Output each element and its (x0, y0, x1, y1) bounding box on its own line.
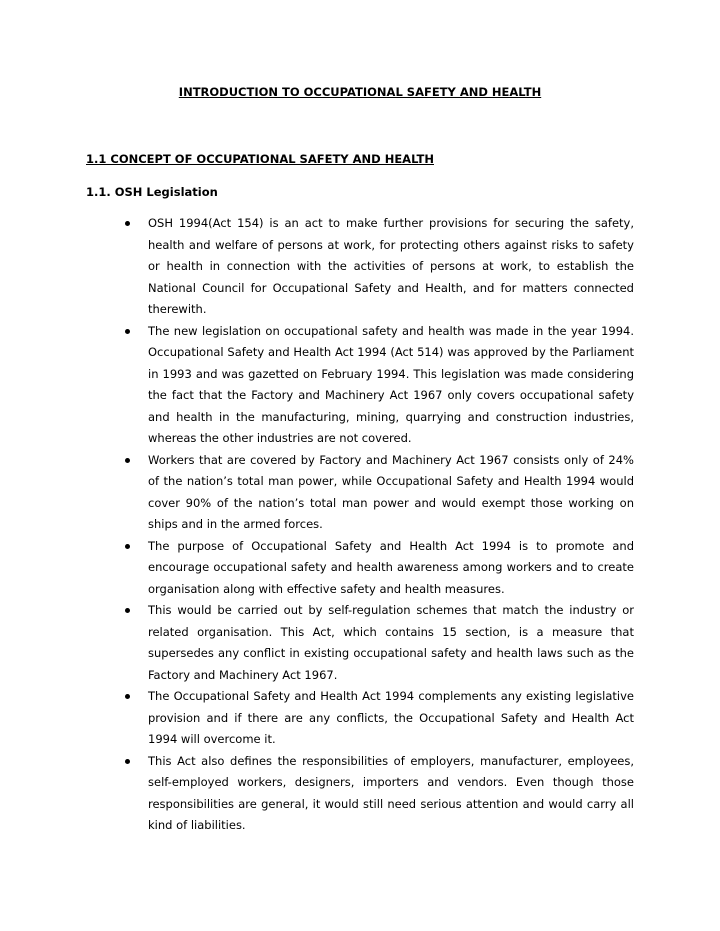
bullet-icon (125, 458, 130, 463)
document-title: INTRODUCTION TO OCCUPATIONAL SAFETY AND HEALTH (178, 85, 542, 99)
list-item-text: This would be carried out by self-regulation schemes that match the industry or related organisation. This Act, which contains 15 section, is a measure that supersedes any conflict in existing occupational safety and health laws such as the Factory and Machinery Act 1967. (148, 603, 634, 682)
list-item-text: This Act also defines the responsibilities of employers, manufacturer, employees, self-employed workers, designers, importers and vendors. Even though those responsibilities are general, it would still need serious attention and would carry all kind of liabilities. (148, 753, 634, 832)
list-item (0, 536, 720, 601)
section-heading: 1.1 CONCEPT OF OCCUPATIONAL SAFETY AND HEALTH (86, 152, 434, 166)
list-item-text: OSH 1994(Act 154) is an act to make further provisions for securing the safety, health and welfare of persons at work, for protecting others against risks to safety or health in connection with the activities of persons at work, to establish the National Council for Occupational Safety and Health, and for matters connected therewith. (148, 216, 634, 316)
list-item (0, 321, 720, 450)
list-item-text: The purpose of Occupational Safety and Health Act 1994 is to promote and encourage occupational safety and health awareness among workers and to create organisation along with effective safety and health measures. (148, 538, 634, 596)
bullet-icon (125, 759, 130, 764)
list-item-text: The new legislation on occupational safety and health was made in the year 1994. Occupational Safety and Health Act 1994 (Act 514) was approved by the Parliament in 1993 and was gazetted on February 1994. This legislation was made considering the fact that the Factory and Machinery Act 1967 only covers occupational safety and health in the manufacturing, mining, quarrying and construction industries, whereas the other industries are not covered. (148, 323, 634, 445)
bullet-icon (125, 608, 130, 613)
list-item (0, 450, 720, 536)
list-item (0, 751, 720, 837)
list-item (0, 686, 720, 751)
bullet-icon (125, 329, 130, 334)
bullet-list (0, 213, 720, 837)
subsection-heading: 1.1. OSH Legislation (86, 185, 218, 199)
bullet-icon (125, 221, 130, 226)
list-item (0, 213, 720, 321)
list-item-text: The Occupational Safety and Health Act 1994 complements any existing legislative provision and if there are any conflicts, the Occupational Safety and Health Act 1994 will overcome it. (148, 689, 634, 746)
list-item (0, 600, 720, 686)
list-item-text: Workers that are covered by Factory and Machinery Act 1967 consists only of 24% of the nation’s total man power, while Occupational Safety and Health 1994 would cover 90% of the nation’s total man power and would exempt those working on ships and in the armed forces. (148, 452, 634, 531)
bullet-icon (125, 544, 130, 549)
bullet-icon (125, 694, 130, 699)
